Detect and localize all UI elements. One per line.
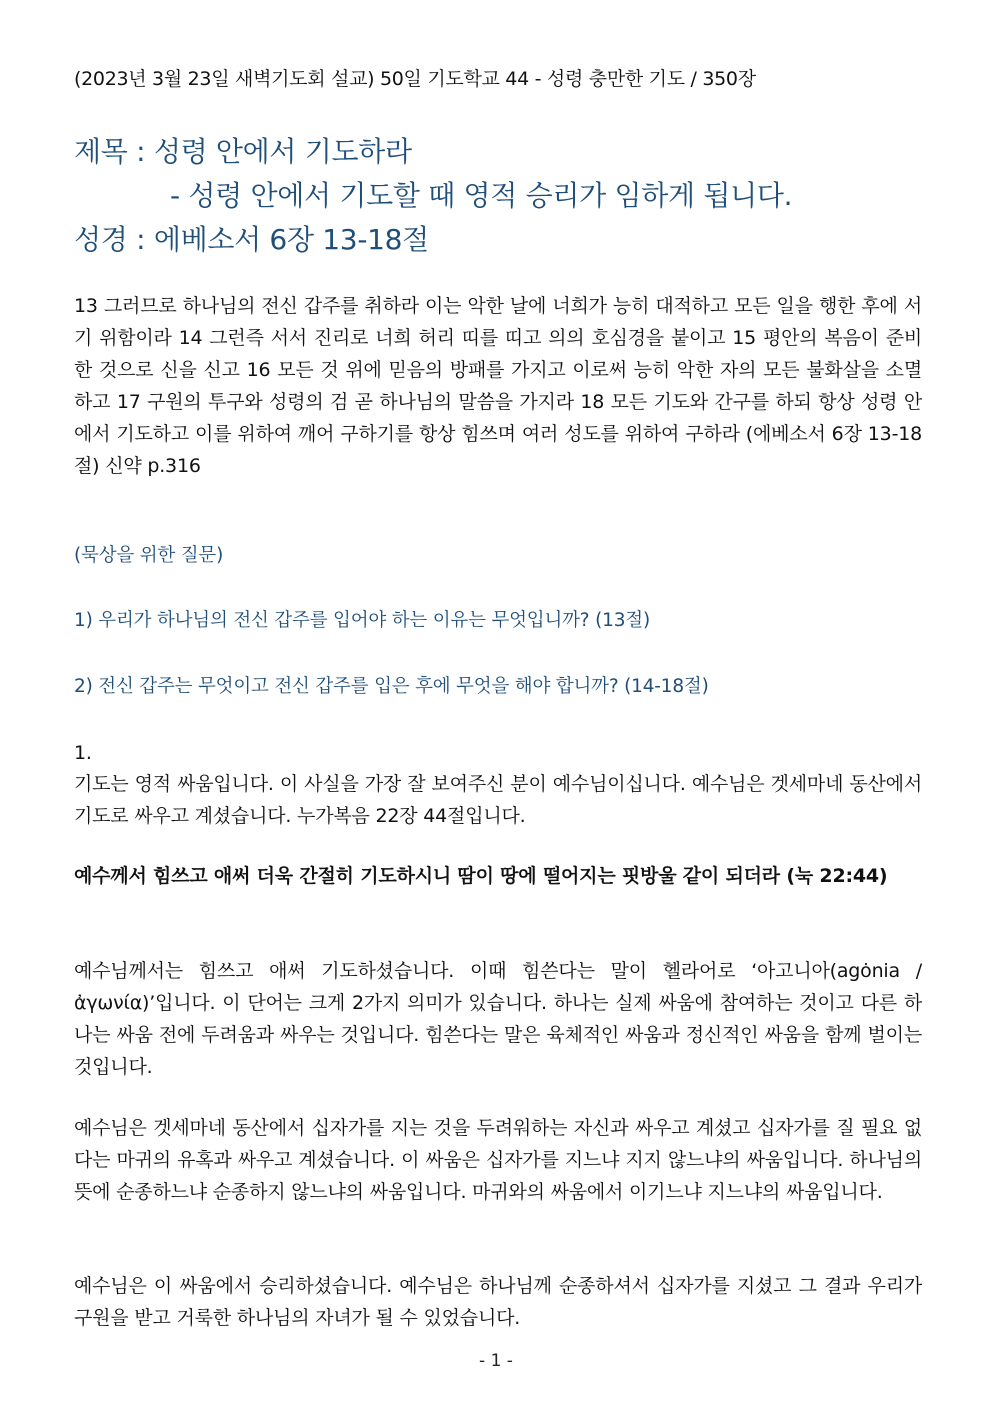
paragraph-4: 예수님은 이 싸움에서 승리하셨습니다. 예수님은 하나님께 순종하셔서 십자가를 지셨고 그 결과 우리가 구원을 받고 거룩한 하나님의 자녀가 될 수 있었습니다. [74,1275,922,1329]
paragraph-3: 예수님은 겟세마네 동산에서 십자가를 지는 것을 두려워하는 자신과 싸우고 계셨고 십자가를 질 필요 없다는 마귀의 유혹과 싸우고 계셨습니다. 이 싸움은 십자가를 지느냐 지지 않느냐의 싸움입니다. 하나님의 뜻에 순종하느냐 순종하지 않느냐의 싸움입니다. 마귀와의 싸움에서 이기느냐 지느냐의 싸움입니다. [74,1117,922,1203]
meditation-heading: (묵상을 위한 질문) [74,545,224,566]
scripture-passage: 13 그러므로 하나님의 전신 갑주를 취하라 이는 악한 날에 너희가 능히 대적하고 모든 일을 행한 후에 서기 위함이라 14 그런즉 서서 진리로 너희 허리 띠를 띠고 의의 호심경을 붙이고 15 평안의 복음이 준비한 것으로 신을 신고 16 모든 것 위에 믿음의 방패를 가지고 이로써 능히 악한 자의 모든 불화살을 소멸하고 17 구원의 투구와 성령의 검 곧 하나님의 말씀을 가지라 18 모든 기도와 간구를 하되 항상 성령 안에서 기도하고 이를 위하여 깨어 구하기를 항상 힘쓰며 여러 성도를 위하여 구하라 (에베소서 6장 13-18절) 신약 p.316 [74,295,922,477]
section-number: 1. [74,742,92,764]
sermon-header: (2023년 3월 23일 새벽기도회 설교) 50일 기도학교 44 - 성령 충만한 기도 / 350장 [74,68,756,90]
sermon-subtitle: - 성령 안에서 기도할 때 영적 승리가 임하게 됩니다. [170,179,793,212]
paragraph-1: 기도는 영적 싸움입니다. 이 사실을 가장 잘 보여주신 분이 예수님이십니다. 예수님은 겟세마네 동산에서 기도로 싸우고 계셨습니다. 누가복음 22장 44절입니다. [74,773,922,827]
meditation-question-2: 2) 전신 갑주는 무엇이고 전신 갑주를 입은 후에 무엇을 해야 합니까? (14-18절) [74,676,709,697]
paragraph-2: 예수님께서는 힘쓰고 애써 기도하셨습니다. 이때 힘쓴다는 말이 헬라어로 ‘아고니아(agȯnia / ἀγωνία)’입니다. 이 단어는 크게 2가지 의미가 있습니다. 하나는 실제 싸움에 참여하는 것이고 다른 하나는 싸움 전에 두려움과 싸우는 것입니다. 힘쓴다는 말은 육체적인 싸움과 정신적인 싸움을 함께 벌이는 것입니다. [74,960,922,1078]
title-block [74,130,934,262]
page-number: - 1 - [479,1351,513,1371]
scripture-reference: 성경 : 에베소서 6장 13-18절 [74,223,429,256]
sermon-title: 제목 : 성령 안에서 기도하라 [74,135,412,168]
meditation-question-1: 1) 우리가 하나님의 전신 갑주를 입어야 하는 이유는 무엇입니까? (13절) [74,610,650,631]
verse-quote: 예수께서 힘쓰고 애써 더욱 간절히 기도하시니 땀이 땅에 떨어지는 핏방울 같이 되더라 (눅 22:44) [74,865,888,887]
